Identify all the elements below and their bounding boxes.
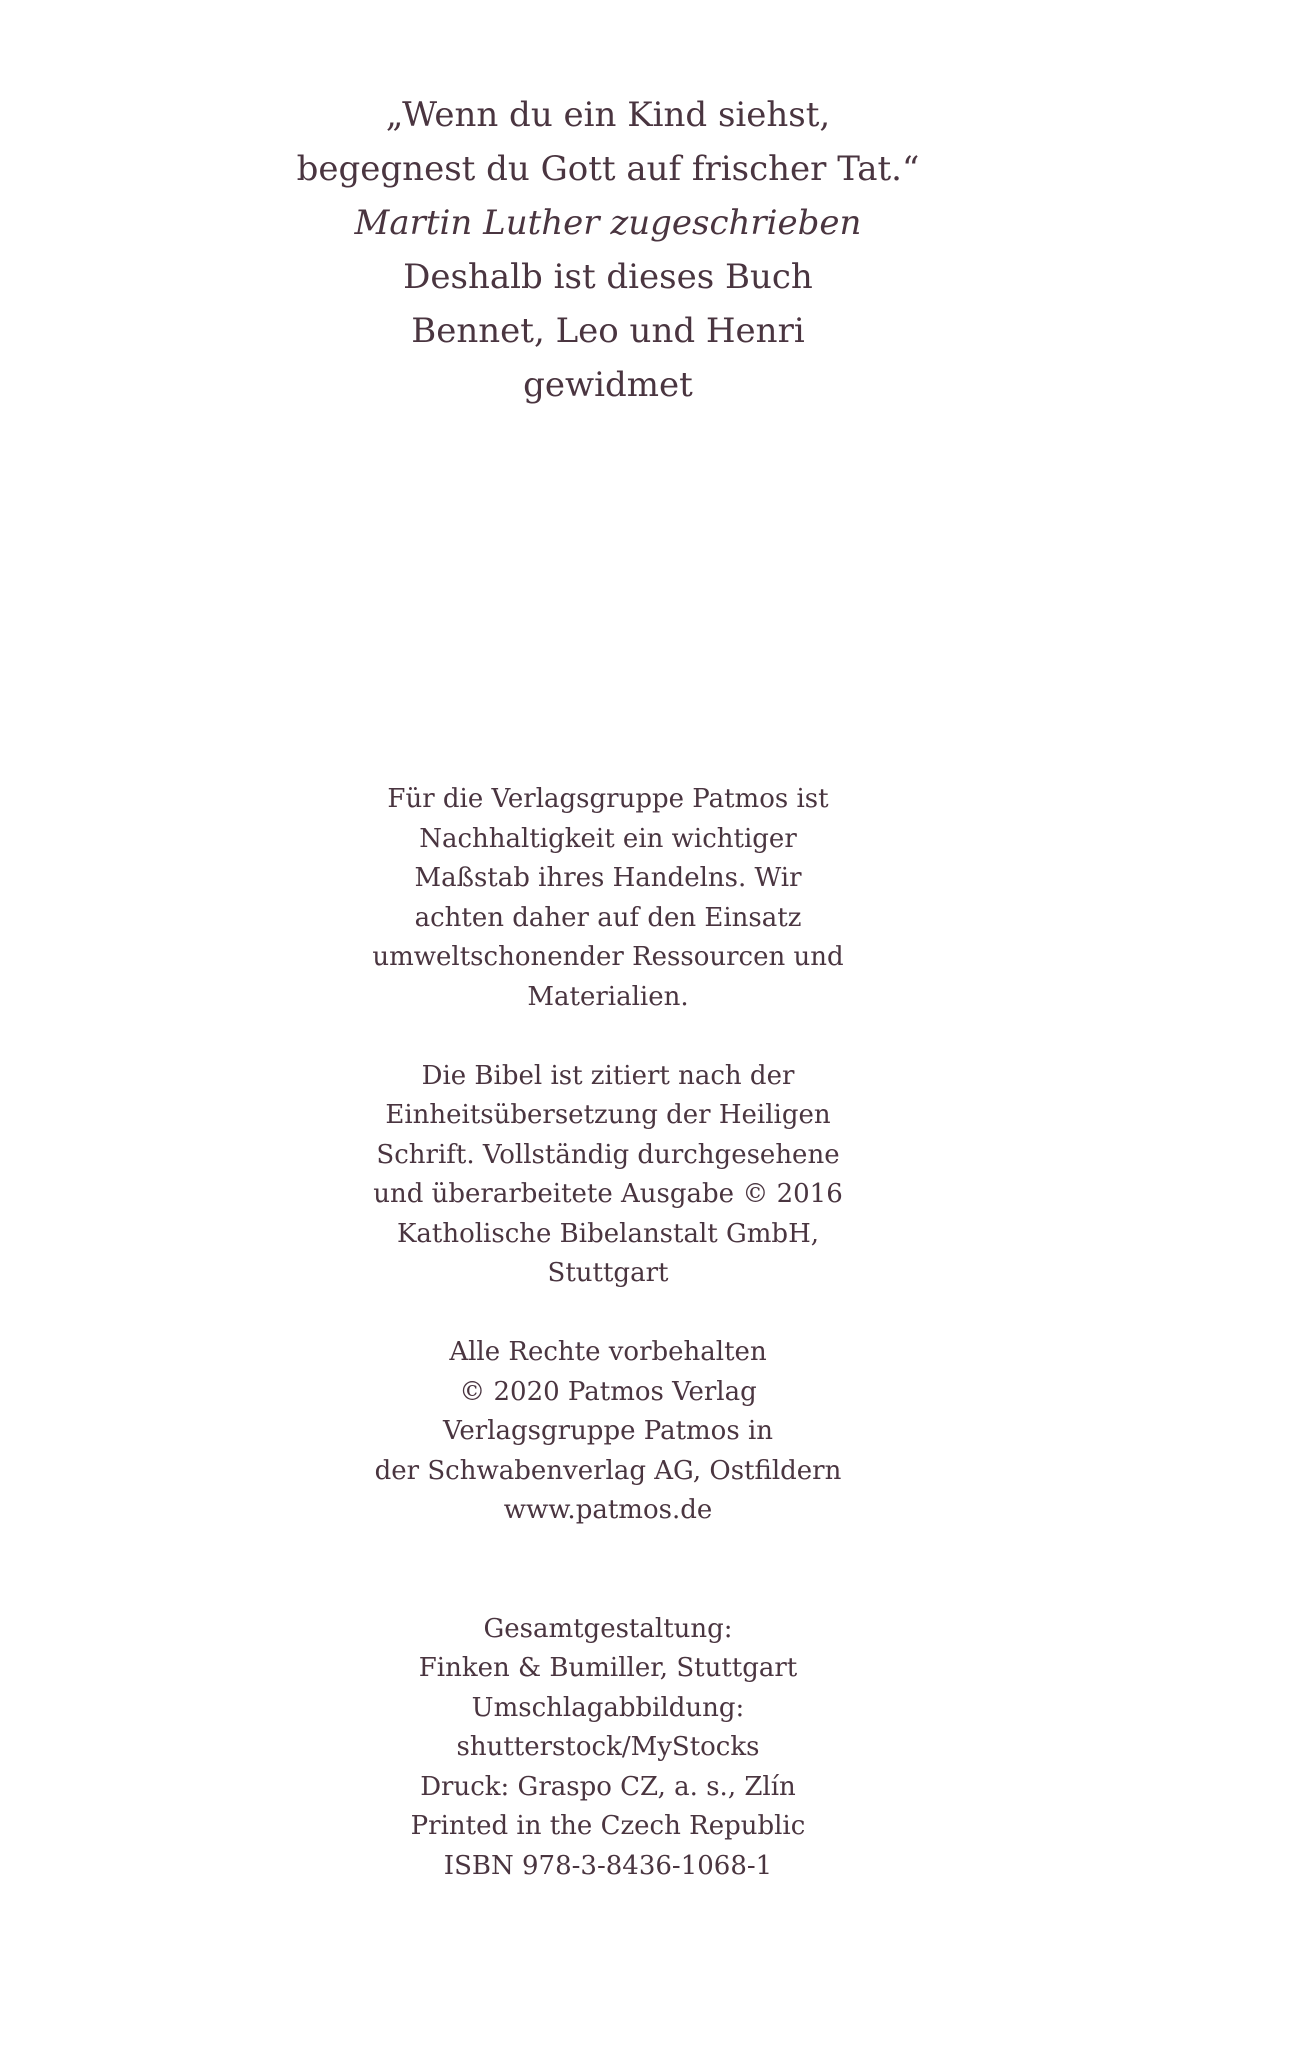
credits-line: Gesamtgestaltung: — [483, 1613, 733, 1644]
dedication-line-3: gewidmet — [523, 365, 693, 405]
rights-line: © 2020 Patmos Verlag — [459, 1376, 757, 1407]
quote-line-1: „Wenn du ein Kind siehst, — [385, 95, 831, 135]
paragraph-spacer — [372, 1531, 843, 1610]
rights-line: Verlagsgruppe Patmos in — [442, 1416, 773, 1446]
bible-citation-line: Schrift. Vollständig durchgesehene — [376, 1139, 840, 1170]
bible-citation-line: und überarbeitete Ausgabe © 2016 — [373, 1179, 843, 1209]
quote-line-2: begegnest du Gott auf frischer Tat.“ — [296, 149, 920, 189]
paragraph-spacer — [372, 1017, 843, 1057]
isbn: ISBN 978-3-8436-1068-1 — [443, 1850, 773, 1881]
sustainability-line: Maßstab ihres Handelns. Wir — [414, 863, 802, 893]
imprint-block — [372, 780, 843, 1886]
quote-attribution: Martin Luther zugeschrieben — [354, 203, 862, 243]
credits-note — [372, 1610, 843, 1887]
sustainability-line: achten daher auf den Einsatz — [414, 902, 802, 933]
bible-citation-line: Einheitsübersetzung der Heiligen — [385, 1100, 831, 1130]
credits-line: Printed in the Czech Republic — [410, 1811, 806, 1841]
credits-line: Finken & Bumiller, Stuttgart — [418, 1653, 798, 1683]
bible-citation-note — [372, 1057, 843, 1294]
rights-line: Alle Rechte vorbehalten — [449, 1337, 767, 1367]
sustainability-line: Für die Verlagsgruppe Patmos ist — [387, 784, 829, 814]
rights-line: der Schwabenverlag AG, Ostfildern — [374, 1455, 842, 1486]
publisher-website: www.patmos.de — [503, 1495, 713, 1525]
dedication-line-1: Deshalb ist dieses Buch — [403, 257, 813, 297]
bible-citation-line: Katholische Bibelanstalt GmbH, — [396, 1218, 820, 1249]
paragraph-spacer — [372, 1294, 843, 1334]
sustainability-line: Nachhaltigkeit ein wichtiger — [419, 823, 797, 854]
sustainability-line: umweltschonender Ressourcen und — [372, 942, 844, 972]
sustainability-note — [372, 780, 843, 1017]
dedication-block — [297, 88, 920, 412]
credits-line: Druck: Graspo CZ, a. s., Zlín — [420, 1771, 796, 1802]
bible-citation-line: Die Bibel ist zitiert nach der — [421, 1060, 795, 1091]
dedication-line-2: Bennet, Leo und Henri — [411, 311, 805, 351]
credits-line: Umschlagabbildung: — [471, 1692, 745, 1723]
bible-citation-line: Stuttgart — [547, 1258, 669, 1288]
rights-note — [372, 1333, 843, 1531]
sustainability-line: Materialien. — [527, 981, 689, 1012]
credits-line: shutterstock/MyStocks — [456, 1732, 760, 1762]
